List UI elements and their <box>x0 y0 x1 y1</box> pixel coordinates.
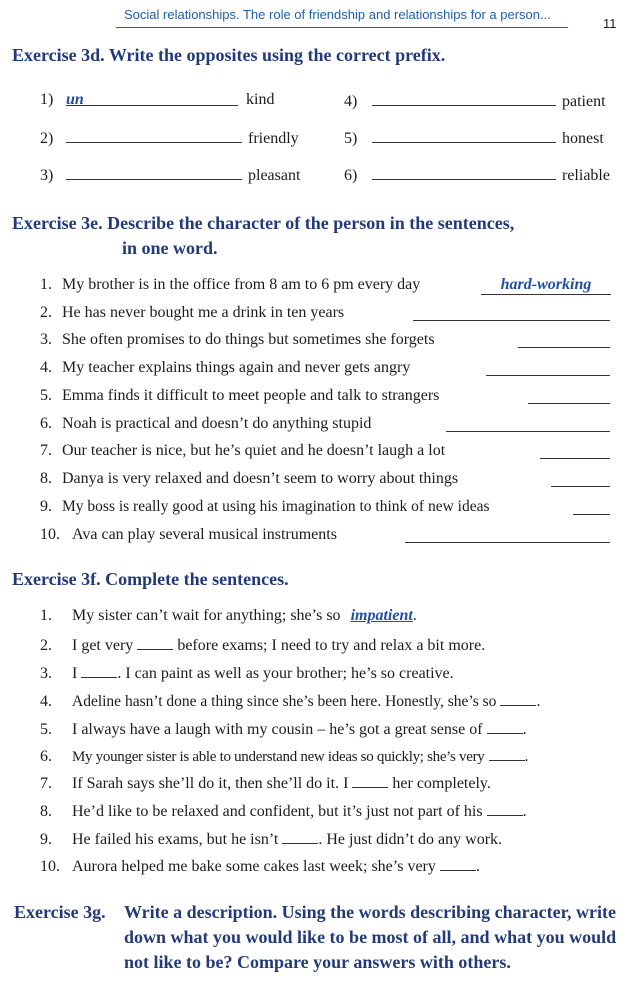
item-number: 4. <box>40 359 52 376</box>
exercise-3g-line-3: not like to be? Compare your answers with others. <box>124 952 511 972</box>
sentence-start: He’d like to be relaxed and confident, but it’s just not part of his <box>72 803 483 820</box>
sentence: Ava can play several musical instruments <box>72 526 337 543</box>
exercise-3g-label: Exercise 3g. <box>14 902 106 922</box>
sentence-start: My sister can’t wait for anything; she’s so <box>72 607 341 624</box>
item-number: 4. <box>40 693 52 710</box>
sentence-end: . I can paint as well as your brother; he’s so creative. <box>117 665 454 682</box>
running-title: Social relationships. The role of friendship and relationships for a person... <box>124 7 551 22</box>
sentence: She often promises to do things but sometimes she forgets <box>62 331 435 348</box>
item-number: 10. <box>40 526 60 543</box>
answer-blank[interactable] <box>66 165 242 180</box>
ex3f-item-9 <box>40 829 502 849</box>
ex3f-item-7 <box>40 773 491 793</box>
sentence-end: . <box>412 607 417 624</box>
word: friendly <box>248 130 299 147</box>
item-number: 7. <box>40 775 52 792</box>
item-number: 7. <box>40 442 52 459</box>
ex3e-item-9 <box>40 498 490 516</box>
ex3e-blank-6[interactable] <box>446 417 610 432</box>
word: pleasant <box>248 167 301 184</box>
ex3e-item-10 <box>40 526 337 544</box>
sentence-start: I get very <box>72 637 134 654</box>
sentence-end: . <box>522 803 527 820</box>
ex3f-item-5 <box>40 719 527 739</box>
word: patient <box>562 93 606 110</box>
item-number: 3. <box>40 665 52 682</box>
sentence-start: He failed his exams, but he isn’t <box>72 831 279 848</box>
item-number: 1. <box>40 276 52 293</box>
ex3f-item-1 <box>40 607 417 625</box>
ex3d-item-2 <box>40 128 299 148</box>
ex3e-blank-5[interactable] <box>528 389 610 404</box>
ex3e-blank-10[interactable] <box>405 528 610 543</box>
ex3e-blank-2[interactable] <box>413 306 610 321</box>
sentence: Emma finds it difficult to meet people and talk to strangers <box>62 387 440 404</box>
ex3e-item-5 <box>40 387 439 405</box>
exercise-3g-line-1: Write a description. Using the words describing character, write <box>124 902 616 922</box>
sentence-start: If Sarah says she’ll do it, then she’ll do it. I <box>72 775 349 792</box>
item-number: 8. <box>40 470 52 487</box>
answer-text[interactable]: impatient <box>350 607 413 624</box>
ex3f-item-6 <box>40 746 529 766</box>
answer-blank[interactable] <box>372 91 556 106</box>
sentence-end: . <box>524 748 529 765</box>
sentence-start: I <box>72 665 78 682</box>
ex3e-item-3 <box>40 331 435 349</box>
sentence: My boss is really good at using his imagination to think of new ideas <box>62 498 490 515</box>
ex3e-blank-4[interactable] <box>486 361 610 376</box>
sentence-end: . <box>475 858 480 875</box>
ex3f-item-2 <box>40 635 485 655</box>
sentence-start: Adeline hasn’t done a thing since she’s been here. Honestly, she’s so <box>72 693 497 710</box>
sentence-end: . <box>536 693 541 710</box>
ex3e-item-2 <box>40 304 344 322</box>
exercise-3f-title: Exercise 3f. Complete the sentences. <box>12 569 289 589</box>
sentence: My teacher explains things again and never gets angry <box>62 359 411 376</box>
ex3f-item-10 <box>40 856 480 876</box>
sentence: Noah is practical and doesn’t do anything stupid <box>62 415 372 432</box>
exercise-3d-title: Exercise 3d. Write the opposites using the correct prefix. <box>12 45 446 65</box>
sentence-start: Aurora helped me bake some cakes last week; she’s very <box>72 858 436 875</box>
answer-blank[interactable] <box>372 128 556 143</box>
item-number: 1) <box>40 91 54 108</box>
answer-blank[interactable] <box>66 128 242 143</box>
ex3d-item-6 <box>344 165 610 185</box>
item-number: 6. <box>40 415 52 432</box>
answer-blank[interactable] <box>352 773 388 788</box>
answer-blank[interactable] <box>487 801 523 816</box>
ex3e-blank-9[interactable] <box>573 500 610 515</box>
item-number: 2. <box>40 637 52 654</box>
exercise-3g-line-2: down what you would like to be most of all, and what you would <box>124 927 617 947</box>
sentence-start: My younger sister is able to understand new ideas so quickly; she’s very <box>72 749 485 765</box>
ex3e-item-8 <box>40 470 458 488</box>
answer-blank[interactable] <box>81 663 117 678</box>
answer-text: un <box>66 91 84 108</box>
ex3e-item-6 <box>40 415 371 433</box>
exercise-3e-title: Exercise 3e. Describe the character of the person in the sentences, <box>12 213 515 233</box>
item-number: 5. <box>40 721 52 738</box>
item-number: 2. <box>40 304 52 321</box>
answer-blank[interactable] <box>66 91 238 106</box>
item-number: 5. <box>40 387 52 404</box>
item-number: 4) <box>344 93 358 110</box>
item-number: 2) <box>40 130 54 147</box>
sentence: He has never bought me a drink in ten years <box>62 304 345 321</box>
answer-blank[interactable] <box>487 719 523 734</box>
answer-blank[interactable] <box>440 856 476 871</box>
answer-text: hard-working <box>500 276 592 293</box>
item-number: 3. <box>40 331 52 348</box>
answer-blank[interactable] <box>500 691 536 706</box>
answer-blank[interactable] <box>137 635 173 650</box>
page-number: 11 <box>603 16 617 31</box>
ex3e-item-7 <box>40 442 445 460</box>
sentence-end: . <box>522 721 527 738</box>
item-number: 10. <box>40 858 60 875</box>
word: honest <box>562 130 604 147</box>
ex3d-item-4 <box>344 91 606 111</box>
ex3e-blank-8[interactable] <box>551 472 610 487</box>
item-number: 6. <box>40 748 52 765</box>
item-number: 8. <box>40 803 52 820</box>
ex3e-item-4 <box>40 359 410 377</box>
ex3f-item-3 <box>40 663 454 683</box>
item-number: 9. <box>40 498 52 515</box>
answer-blank[interactable] <box>282 829 318 844</box>
item-number: 5) <box>344 130 358 147</box>
ex3e-answer-1[interactable] <box>481 276 611 295</box>
item-number: 9. <box>40 831 52 848</box>
sentence: Danya is very relaxed and doesn’t seem to worry about things <box>62 470 459 487</box>
ex3d-item-3 <box>40 165 300 185</box>
sentence-end: before exams; I need to try and relax a bit more. <box>177 637 486 654</box>
sentence: My brother is in the office from 8 am to 6 pm every day <box>62 276 421 293</box>
ex3e-blank-3[interactable] <box>518 333 610 348</box>
item-number: 1. <box>40 607 52 624</box>
word: kind <box>246 91 275 108</box>
word: reliable <box>562 167 610 184</box>
sentence: Our teacher is nice, but he’s quiet and he doesn’t laugh a lot <box>62 442 446 459</box>
ex3e-item-1 <box>40 276 420 294</box>
item-number: 6) <box>344 167 358 184</box>
ex3d-item-5 <box>344 128 604 148</box>
answer-blank[interactable] <box>372 165 556 180</box>
exercise-3e-title-cont: in one word. <box>122 238 218 258</box>
header-rule <box>116 27 568 28</box>
ex3f-item-8 <box>40 801 527 821</box>
ex3d-item-1 <box>40 91 274 109</box>
item-number: 3) <box>40 167 54 184</box>
ex3f-item-4 <box>40 691 540 711</box>
sentence-start: I always have a laugh with my cousin – he’s got a great sense of <box>72 721 483 738</box>
answer-blank[interactable] <box>489 746 525 761</box>
sentence-end: her completely. <box>392 775 491 792</box>
ex3e-blank-7[interactable] <box>540 444 610 459</box>
sentence-end: . He just didn’t do any work. <box>318 831 503 848</box>
